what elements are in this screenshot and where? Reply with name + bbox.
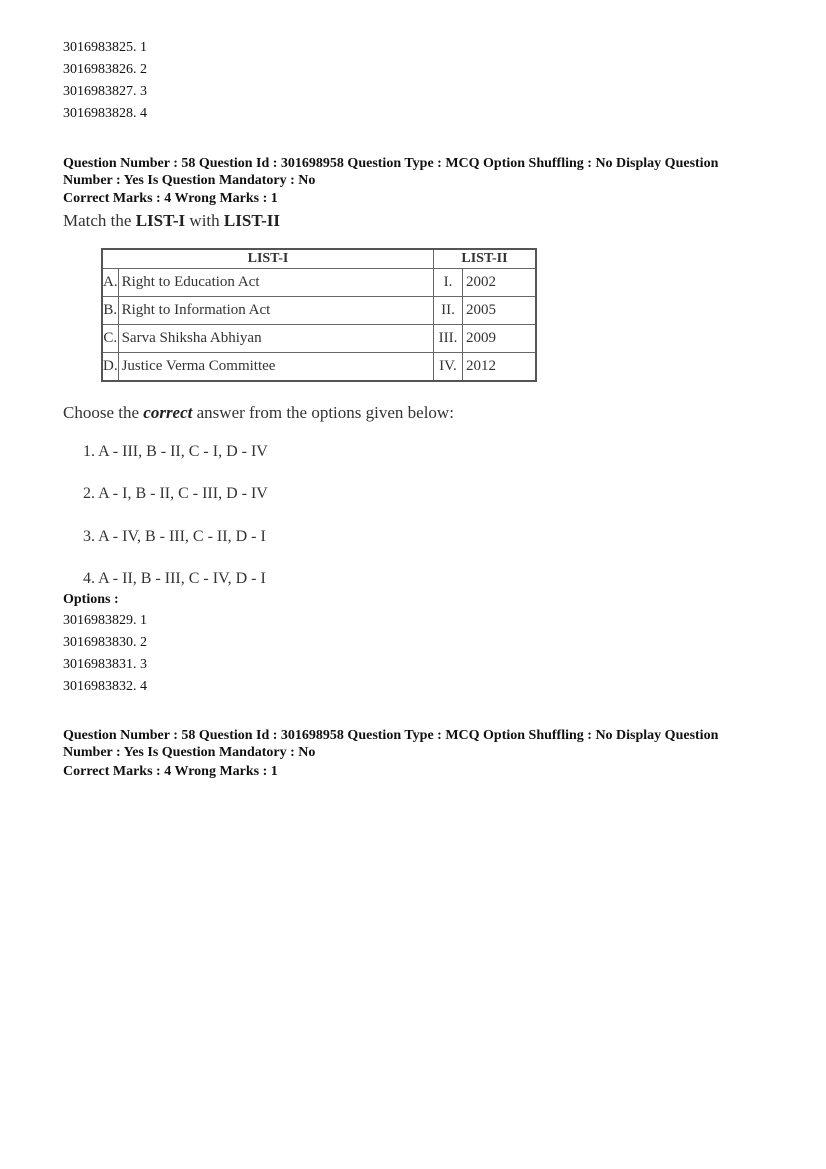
prev-option-3: 3016983827. 3: [63, 84, 147, 99]
option-id-3: 3016983831. 3: [63, 657, 147, 672]
table-row: [102, 325, 536, 353]
options-label: Options :: [63, 592, 119, 607]
row-roman: III.: [433, 325, 462, 353]
list1-label: LIST-I: [135, 211, 186, 230]
list2-label: LIST-II: [223, 211, 280, 230]
row-item: Right to Education Act: [118, 269, 433, 297]
question-marks: Correct Marks : 4 Wrong Marks : 1: [63, 191, 278, 206]
emphasis-correct: correct: [143, 403, 193, 422]
answer-option-2: 2. A - I, B - II, C - III, D - IV: [83, 485, 268, 502]
row-roman: I.: [433, 269, 462, 297]
row-letter: B.: [102, 297, 118, 325]
row-letter: A.: [102, 269, 118, 297]
next-question-marks: Correct Marks : 4 Wrong Marks : 1: [63, 764, 278, 779]
option-id-2: 3016983830. 2: [63, 635, 147, 650]
row-item: Justice Verma Committee: [118, 353, 433, 382]
table-row: [102, 269, 536, 297]
question-meta-line1: Question Number : 58 Question Id : 301698958 Question Type : MCQ Option Shuffling : No Display Question: [63, 156, 719, 171]
table-row: [102, 353, 536, 382]
choose-instruction: Choose the correct answer from the options given below:: [63, 403, 454, 422]
row-roman: IV.: [433, 353, 462, 382]
next-question-meta-line1: Question Number : 58 Question Id : 301698958 Question Type : MCQ Option Shuffling : No Display Question: [63, 728, 719, 743]
row-item: Right to Information Act: [118, 297, 433, 325]
prev-option-1: 3016983825. 1: [63, 40, 147, 55]
row-value: 2005: [462, 297, 536, 325]
option-id-4: 3016983832. 4: [63, 679, 147, 694]
row-item: Sarva Shiksha Abhiyan: [118, 325, 433, 353]
prev-option-2: 3016983826. 2: [63, 62, 147, 77]
prev-option-4: 3016983828. 4: [63, 106, 147, 121]
option-id-1: 3016983829. 1: [63, 613, 147, 628]
header-list1: LIST-I: [102, 249, 433, 269]
match-table-header: [102, 249, 536, 269]
match-table: [101, 248, 537, 382]
row-value: 2012: [462, 353, 536, 382]
answer-option-4: 4. A - II, B - III, C - IV, D - I: [83, 570, 266, 587]
row-roman: II.: [433, 297, 462, 325]
table-row: [102, 297, 536, 325]
next-question-meta: [63, 727, 763, 761]
row-value: 2002: [462, 269, 536, 297]
question-meta: [63, 155, 763, 189]
header-list2: LIST-II: [433, 249, 536, 269]
row-letter: D.: [102, 353, 118, 382]
answer-option-1: 1. A - III, B - II, C - I, D - IV: [83, 443, 268, 460]
question-prompt: Match the LIST-I with LIST-II: [63, 211, 280, 230]
row-letter: C.: [102, 325, 118, 353]
row-value: 2009: [462, 325, 536, 353]
question-meta-line2: Number : Yes Is Question Mandatory : No: [63, 173, 316, 188]
answer-option-3: 3. A - IV, B - III, C - II, D - I: [83, 528, 266, 545]
next-question-meta-line2: Number : Yes Is Question Mandatory : No: [63, 745, 316, 760]
